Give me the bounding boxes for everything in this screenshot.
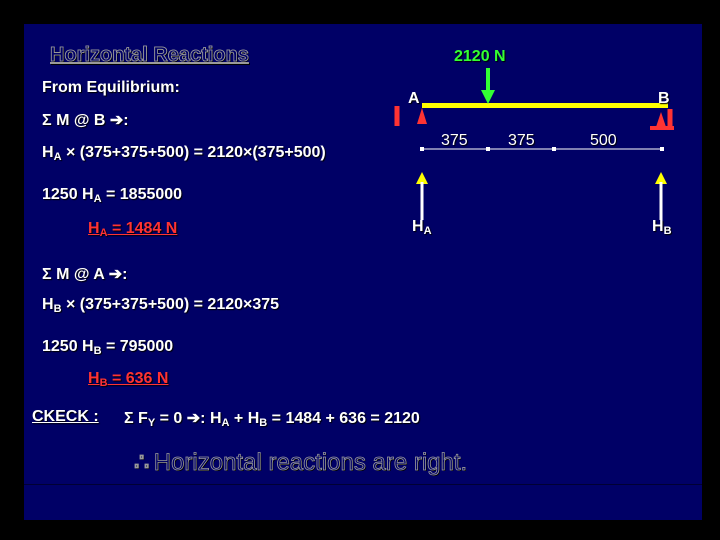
equation-3 [42,296,279,315]
sigma-symbol: Σ [42,266,52,283]
colon: : [122,266,128,283]
support-a-label: A [408,90,420,107]
reaction-sub: B [663,225,672,237]
eq-rest: = 636 N [107,370,169,387]
result-hb [88,370,168,389]
dim-tick [420,147,424,151]
eq-pre: 1250 H [42,186,94,203]
support-b-triangle [656,112,666,127]
dim-label-1: 375 [441,132,468,149]
sum-label: M @ A [56,266,105,283]
slide [24,24,702,520]
conclusion [134,448,467,477]
sum-label: M @ B [56,112,106,129]
dim-tick [660,147,664,151]
check-equation [124,408,420,429]
eq-rest: = 1855000 [101,186,183,203]
sigma-symbol: Σ [42,112,52,129]
dim-label-3: 500 [590,132,617,149]
eq-sub: B [53,303,62,315]
check-label: CKECK : [32,408,99,425]
dim-tick [486,147,490,151]
eq-var: H [88,220,100,237]
reaction-a-label [412,218,432,237]
check-hasub: A [221,417,230,429]
beam-diagram [24,24,702,284]
footer-area [24,484,702,521]
load-arrow-head [481,90,495,104]
eq-rest: × (375+375+500) = 2120×375 [61,296,280,313]
eq-var: H [42,144,54,161]
reaction-b-label [652,218,672,237]
equation-4 [42,338,173,357]
check-f: F [133,410,148,427]
colon: : [123,112,129,129]
check-hbsub: B [259,417,268,429]
dim-label-2: 375 [508,132,535,149]
check-tail: = 1484 + 636 = 2120 [267,410,420,427]
eq-rest: = 795000 [101,338,174,355]
eq-var: H [42,296,54,313]
therefore-symbol: ∴ [134,449,150,476]
eq-sub: A [53,151,62,163]
eq-sub: B [99,377,108,389]
reaction-var: H [412,218,424,235]
check-ha: : H [200,410,222,427]
arrow-right-icon: ➔ [109,112,124,129]
check-fsub: Y [147,417,156,429]
support-a-triangle [417,108,427,124]
dim-tick [552,147,556,151]
check-eq: = 0 [155,410,183,427]
reaction-sub: A [423,225,432,237]
arrow-right-icon: ➔ [186,410,201,427]
load-label: 2120 N [454,48,506,65]
eq-sub: A [99,227,108,239]
reaction-var: H [652,218,664,235]
eq-var: H [88,370,100,387]
conclusion-text: Horizontal reactions are right. [153,449,468,476]
eq-rest: = 1484 N [107,220,178,237]
slide-title: Horizontal Reactions [50,44,249,66]
subtitle: From Equilibrium: [42,79,180,96]
support-b-label: B [658,90,670,107]
eq-pre: 1250 H [42,338,94,355]
sigma-symbol: Σ [124,410,134,427]
eq-sub: A [93,193,102,205]
eq-sub: B [93,345,102,357]
check-plus: + H [229,410,260,427]
eq-rest: × (375+375+500) = 2120×(375+500) [61,144,326,161]
beam [422,103,668,108]
arrow-right-icon: ➔ [108,266,123,283]
